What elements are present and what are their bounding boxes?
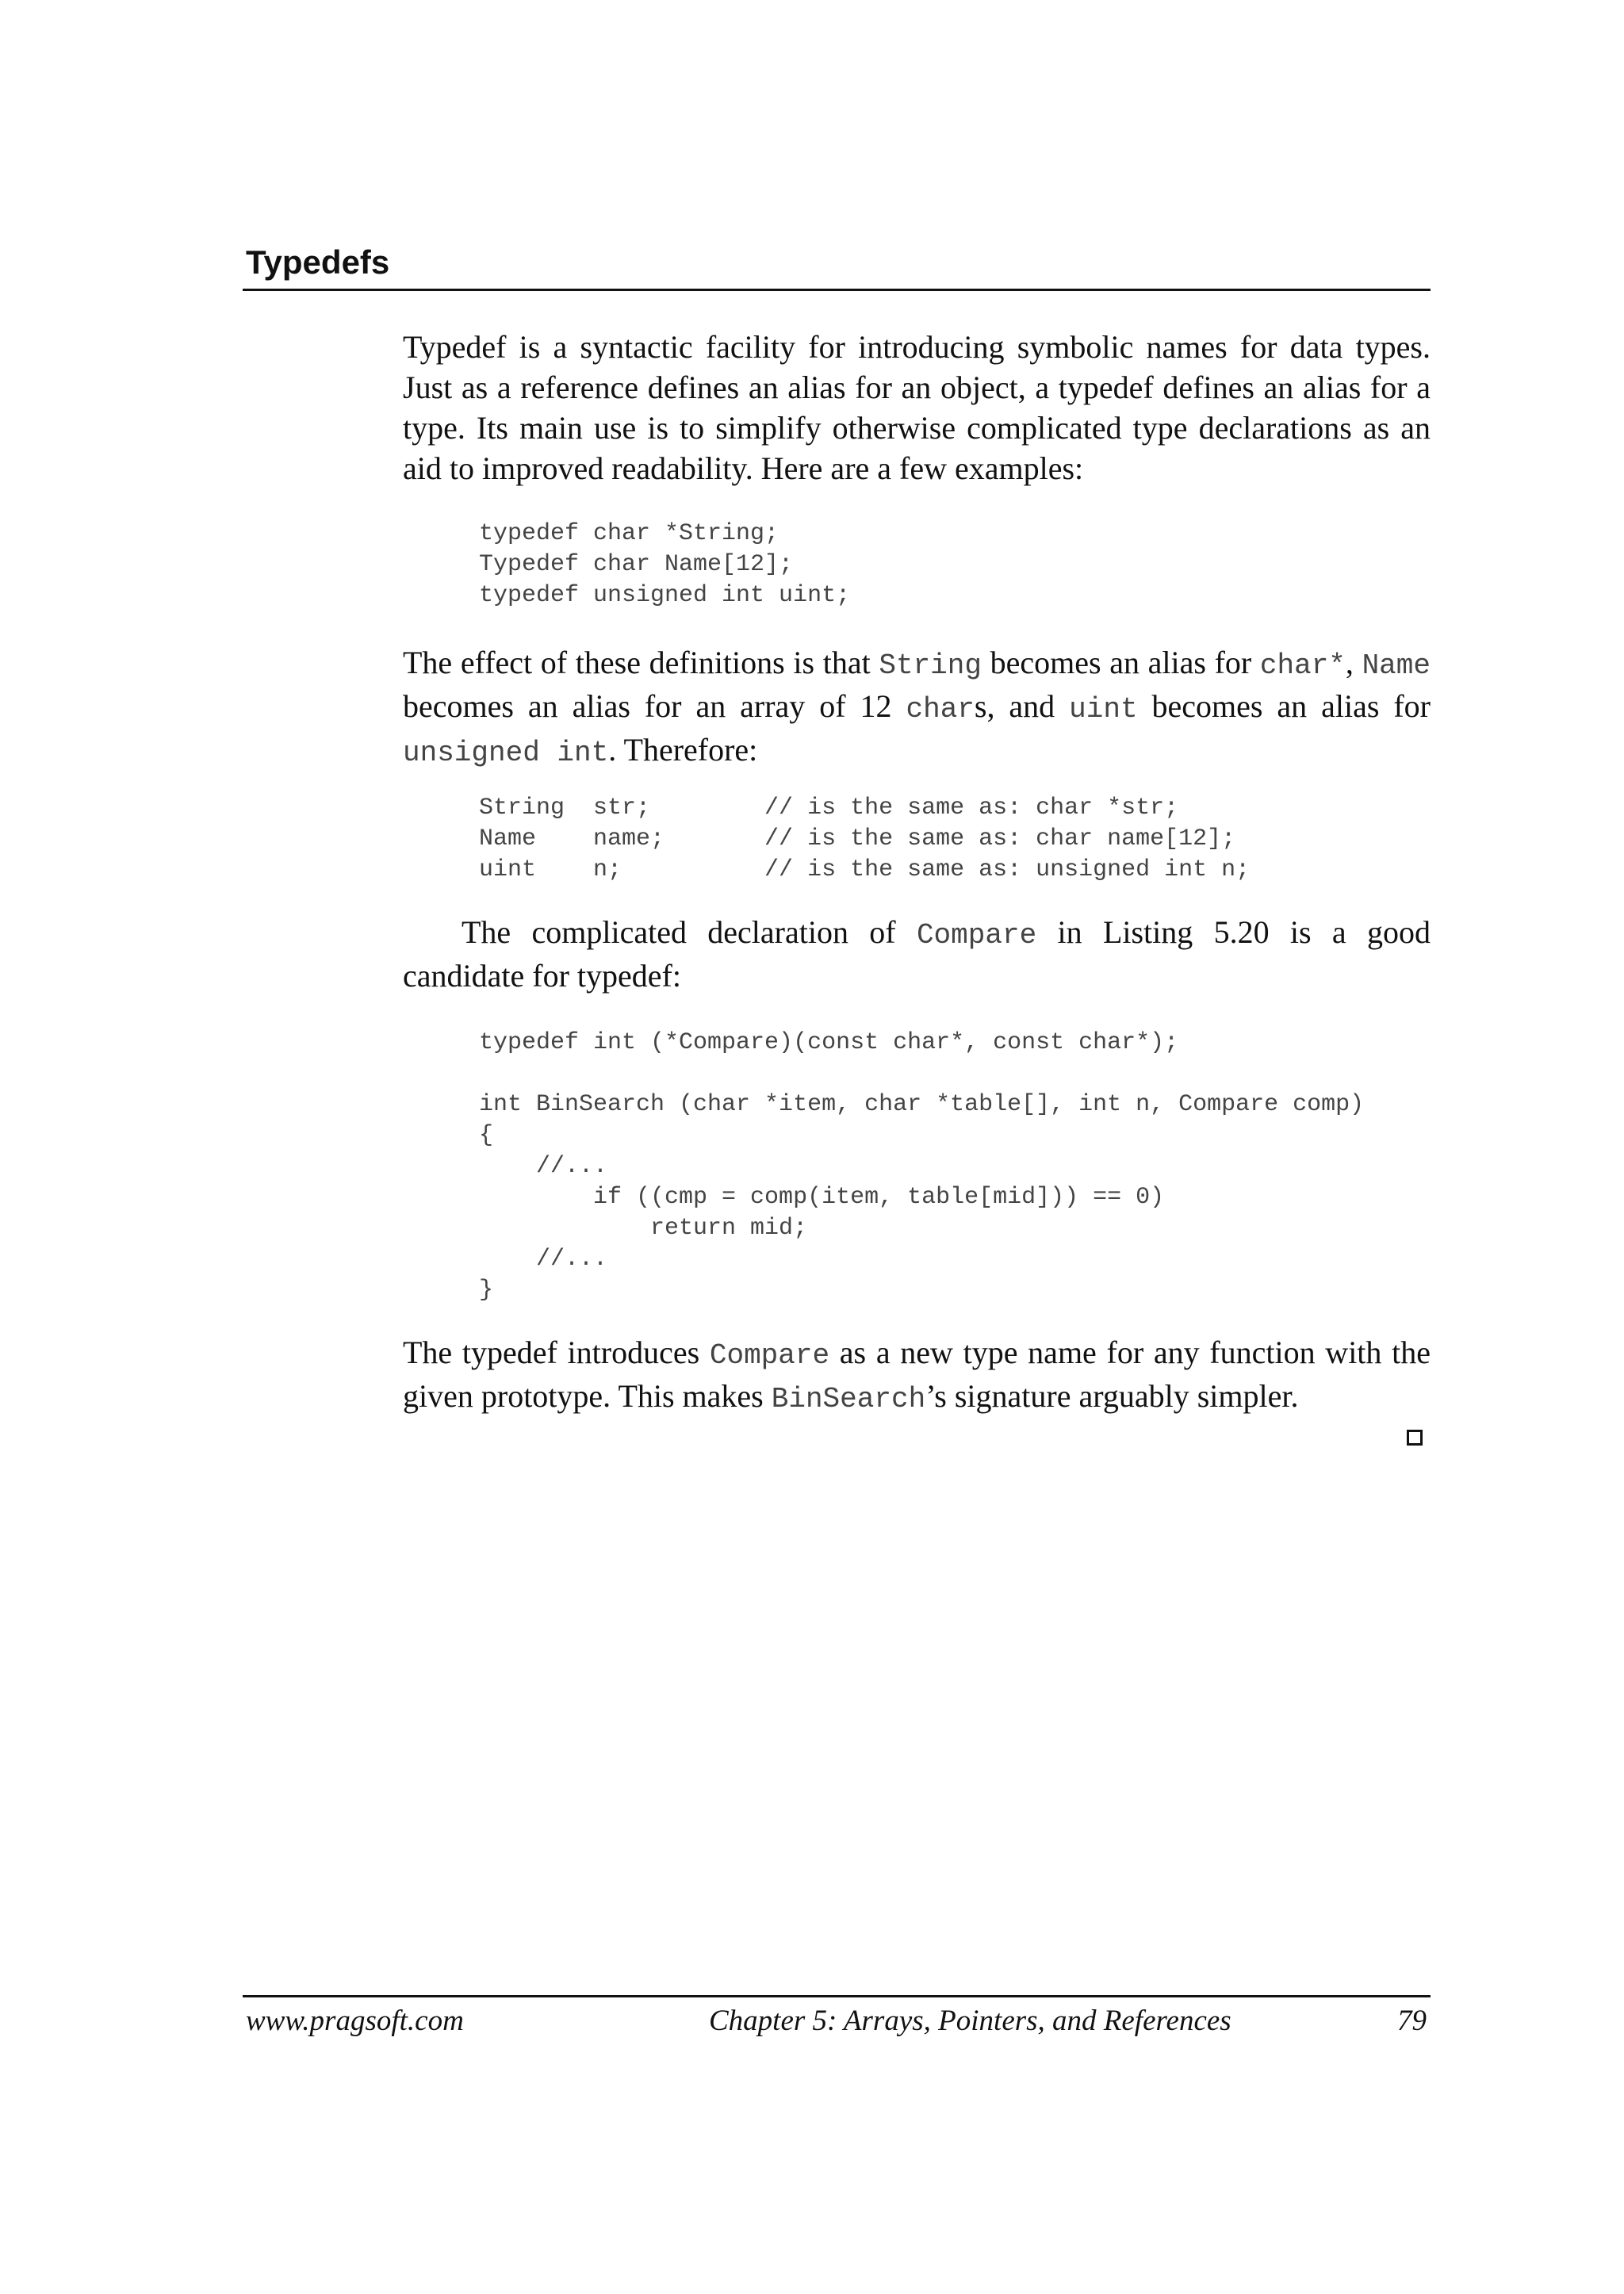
complicated-paragraph xyxy=(403,912,1431,996)
inline-code-name: Name xyxy=(1362,649,1431,682)
effect-text-3: , xyxy=(1345,645,1362,680)
intro-paragraph: Typedef is a syntactic facility for introducing symbolic names for data types. Just as a reference defines an alias for an object, a typedef defines an alias for a type. Its main use is to simplify otherwise complicated type declarations as an aid to improved readability. Here are a few examples: xyxy=(403,329,1431,486)
inline-code-char-ptr: char* xyxy=(1259,649,1346,682)
conclusion-text-1: The typedef introduces xyxy=(403,1335,710,1370)
inline-code-string: String xyxy=(879,649,982,682)
inline-code-uint: uint xyxy=(1069,693,1138,726)
effect-text-1: The effect of these definitions is that xyxy=(403,645,879,680)
inline-code-compare-2: Compare xyxy=(709,1339,830,1372)
conclusion-text-3: ’s signature arguably simpler. xyxy=(925,1378,1299,1414)
effect-paragraph xyxy=(403,642,1431,773)
conclusion-text-2: as a new type name for any function with the given prototype. This makes xyxy=(403,1335,1431,1414)
effect-text-4: becomes an alias for an array of 12 xyxy=(403,688,906,724)
intro-block xyxy=(403,327,1431,488)
complicated-block xyxy=(403,912,1431,996)
effect-text-2: becomes an alias for xyxy=(981,645,1260,680)
effect-block xyxy=(403,642,1431,773)
footer-rule xyxy=(243,1995,1431,1997)
conclusion-paragraph xyxy=(403,1332,1431,1419)
complicated-text-2: in Listing 5.20 is a good candidate for typedef: xyxy=(403,914,1431,994)
footer-page-number: 79 xyxy=(1397,2005,1427,2037)
inline-code-unsigned-int: unsigned int xyxy=(403,737,609,769)
conclusion-block xyxy=(403,1332,1431,1419)
complicated-text-1: The complicated declaration of xyxy=(462,914,917,950)
end-of-section-square-icon xyxy=(1407,1430,1423,1446)
effect-text-5: s, and xyxy=(974,688,1070,724)
section-heading: Typedefs xyxy=(246,243,390,281)
footer-website: www.pragsoft.com xyxy=(246,2005,464,2037)
code-example-typedefs: typedef char *String; Typedef char Name[12]; typedef unsigned int uint; xyxy=(479,520,851,609)
inline-code-char: char xyxy=(906,693,975,726)
footer-chapter-title: Chapter 5: Arrays, Pointers, and References xyxy=(709,2005,1231,2037)
heading-rule xyxy=(243,289,1431,291)
code-example-binsearch: typedef int (*Compare)(const char*, const char*); int BinSearch (char *item, char *table[], int n, Compare comp) { //... if ((cmp = comp(item, table[mid])) == 0) return mid; //... } xyxy=(479,1029,1365,1304)
effect-text-6: becomes an alias for xyxy=(1137,688,1431,724)
inline-code-compare: Compare xyxy=(916,919,1037,952)
effect-text-7: . Therefore: xyxy=(608,732,758,768)
inline-code-binsearch: BinSearch xyxy=(771,1383,926,1415)
code-example-usage: String str; // is the same as: char *str; Name name; // is the same as: char name[12]; uint n; // is the same as: unsigned int n; xyxy=(479,795,1251,883)
